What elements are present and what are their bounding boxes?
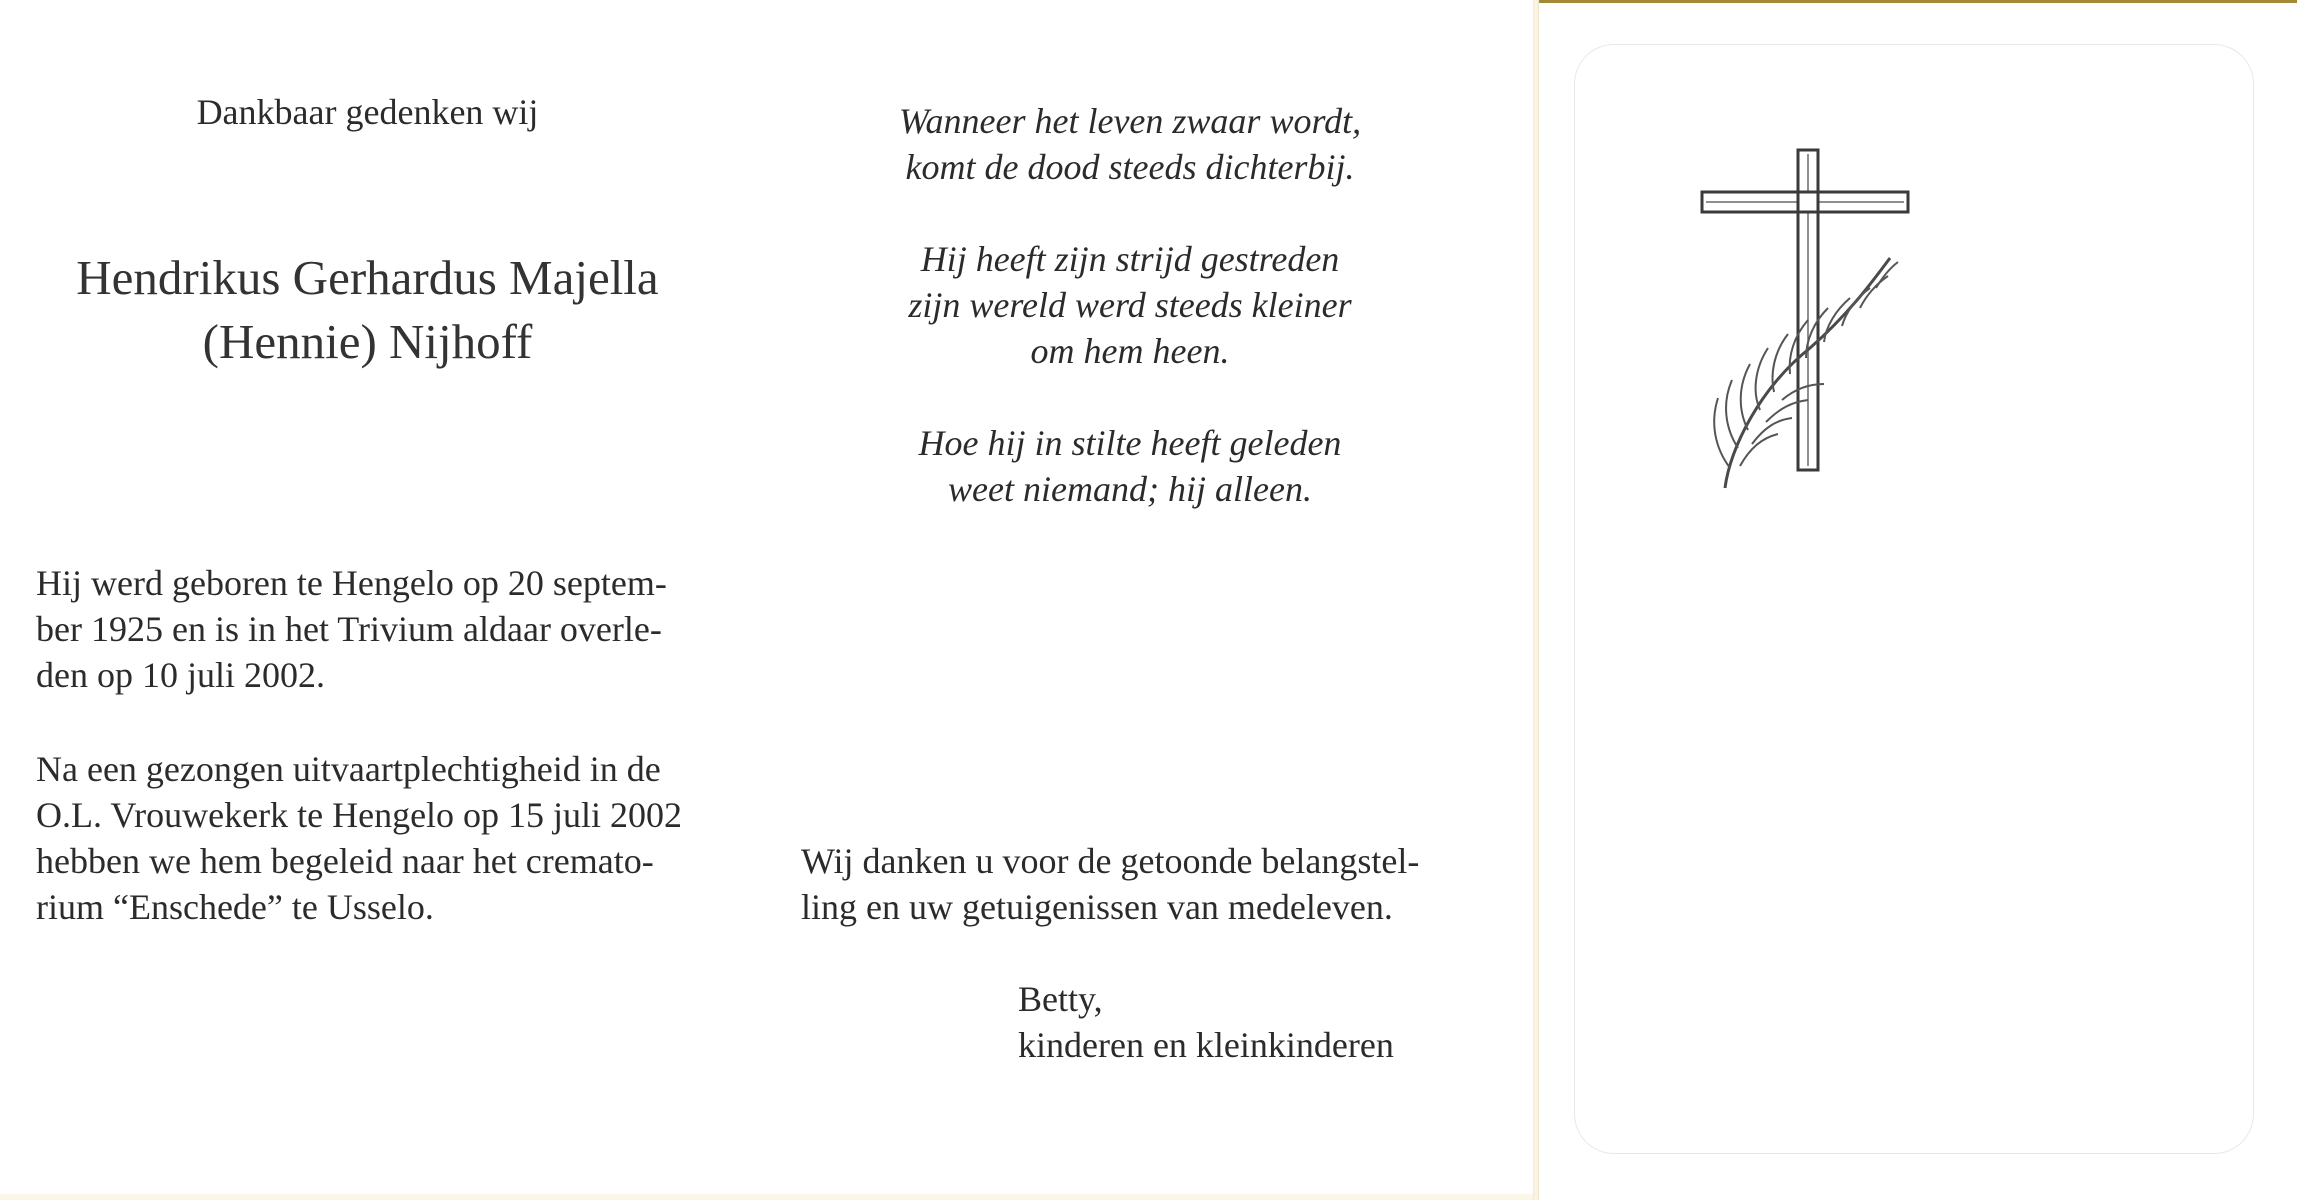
bottom-edge (0, 1194, 1533, 1200)
fold-line (1533, 0, 1539, 1200)
text-line: Wij danken u voor de getoonde belangstel- (801, 841, 1420, 881)
poem-stanza-2 (800, 236, 1460, 374)
poem-stanza-1 (800, 98, 1460, 190)
text-line: hebben we hem begeleid naar het cremato- (36, 841, 654, 881)
name-line: (Hennie) Nijhoff (202, 314, 533, 369)
text-line: O.L. Vrouwekerk te Hengelo op 15 juli 2002 (36, 795, 683, 835)
funeral-paragraph (36, 746, 736, 930)
heading: Dankbaar gedenken wij (196, 92, 539, 132)
text-line: ber 1925 en is in het Trivium aldaar overle- (36, 609, 662, 649)
poem-line: komt de dood steeds dichterbij. (905, 147, 1355, 187)
text-line: den op 10 juli 2002. (36, 655, 325, 695)
cross-with-palm-branch-icon (1700, 148, 1920, 508)
text-line: Hij werd geboren te Hengelo op 20 septem- (36, 563, 667, 603)
text-line: ling en uw getuigenissen van medeleven. (801, 887, 1393, 927)
poem-line: Hoe hij in stilte heeft geleden (918, 423, 1342, 463)
signature-line: kinderen en kleinkinderen (1018, 1025, 1394, 1065)
poem-line: om hem heen. (1030, 331, 1230, 371)
poem-stanza-3 (800, 420, 1460, 512)
thanks-paragraph (801, 838, 1501, 930)
text-line: Na een gezongen uitvaartplechtigheid in de (36, 749, 661, 789)
poem-line: Wanneer het leven zwaar wordt, (898, 101, 1362, 141)
signature (1018, 976, 1518, 1068)
poem-line: weet niemand; hij alleen. (948, 469, 1312, 509)
name-line: Hendrikus Gerhardus Majella (76, 250, 659, 305)
poem-line: zijn wereld werd steeds kleiner (908, 285, 1352, 325)
birth-paragraph (36, 560, 736, 698)
top-edge (1539, 0, 2297, 3)
poem-line: Hij heeft zijn strijd gestreden (920, 239, 1340, 279)
text-line: rium “Enschede” te Usselo. (36, 887, 434, 927)
signature-line: Betty, (1018, 979, 1103, 1019)
deceased-name (0, 246, 735, 374)
